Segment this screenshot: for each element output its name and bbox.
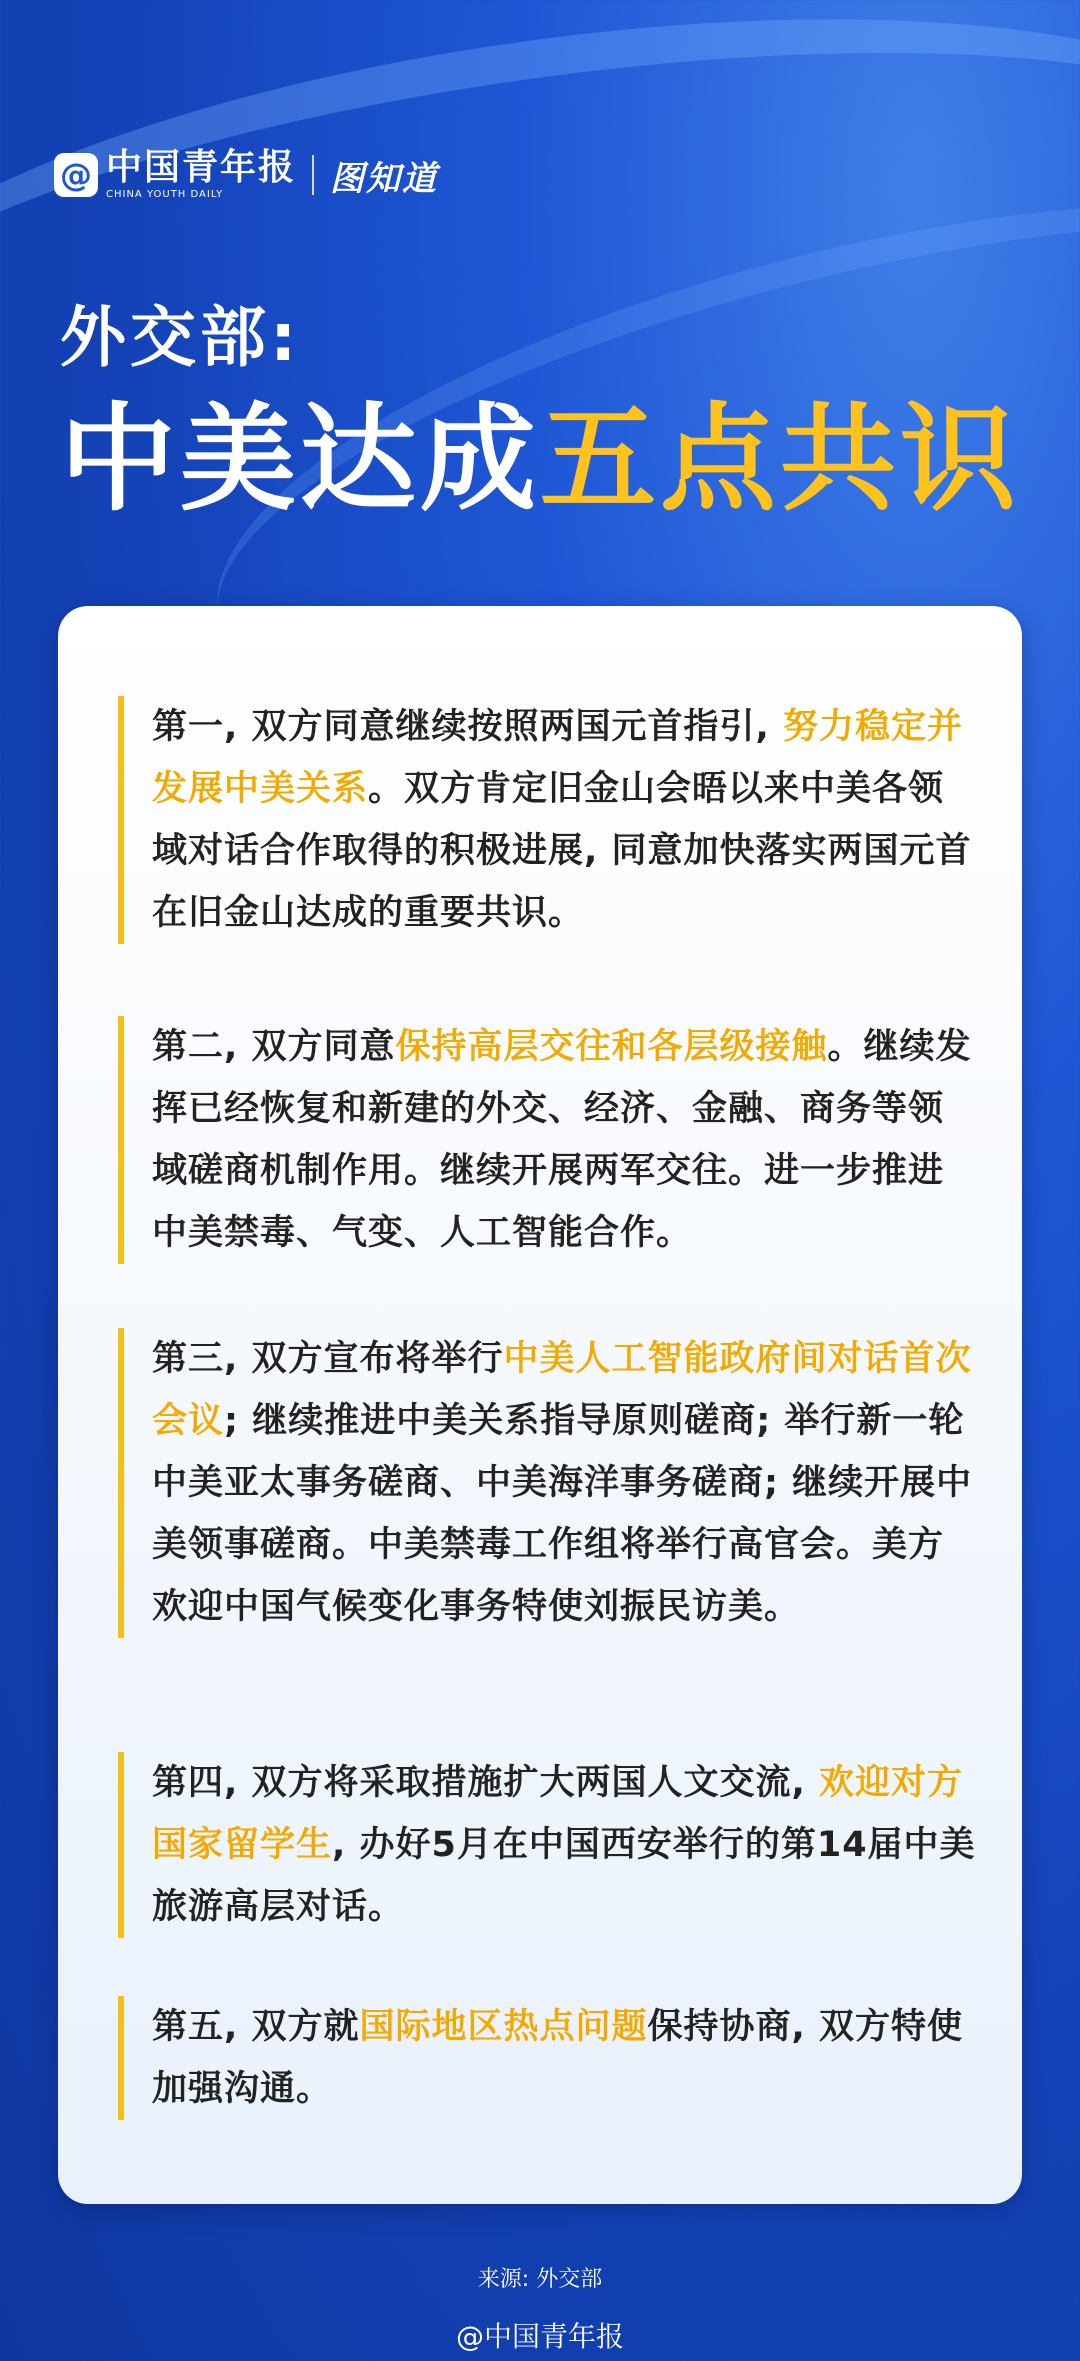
point-text: 。双方肯定旧金山会晤以来中美各领域对话合作取得的积极进展, 同意加快落实两国元首在旧金山达成的重要共识。 [152, 769, 972, 933]
point-text: 。继续发挥已经恢复和新建的外交、经济、金融、商务等领域磋商机制作用。继续开展两军交往。进一步推进中美禁毒、气变、人工智能合作。 [152, 1027, 972, 1253]
consensus-point-1 [118, 696, 978, 944]
page-title-line1: 外交部: [60, 299, 301, 376]
brand-logo-icon: @ [54, 153, 98, 197]
consensus-point-3 [118, 1328, 978, 1638]
point-text: , 办好5月在中国西安举行的第14届中美旅游高层对话。 [152, 1825, 976, 1927]
column-name: 图知道 [330, 158, 439, 199]
brand-name-cn: 中国青年报 [106, 147, 297, 188]
point-text: ; 继续推进中美关系指导原则磋商; 举行新一轮中美亚太事务磋商、中美海洋事务磋商; 继续开展中美领事磋商。中美禁毒工作组将举行高官会。美方欢迎中国气候变化事务特使刘振民访美。 [152, 1401, 973, 1627]
title-white-part: 中美达成 [60, 392, 540, 527]
point-text: 第四, 双方将采取措施扩大两国人文交流, [152, 1763, 819, 1803]
point-highlight: 欢迎对方国家留学生 [152, 1763, 963, 1865]
point-highlight: 努力稳定并发展中美关系 [152, 707, 963, 809]
point-highlight: 中美人工智能政府间对话首次会议 [152, 1339, 972, 1441]
point-text: 保持协商, 双方特使加强沟通。 [152, 2007, 963, 2109]
brand-header [54, 147, 439, 200]
consensus-point-2 [118, 1016, 978, 1264]
brand-divider [312, 155, 314, 195]
point-highlight: 国际地区热点问题 [359, 2007, 648, 2047]
page-title-line2 [60, 392, 1020, 527]
weibo-watermark: @中国青年报 [455, 2320, 624, 2353]
content-card [58, 606, 1022, 2204]
title-yellow-part: 五点共识 [540, 392, 1020, 527]
brand-name-en: CHINA YOUTH DAILY [106, 189, 224, 200]
point-text: 第二, 双方同意 [152, 1027, 396, 1067]
consensus-point-4 [118, 1752, 978, 1938]
source-note: 来源: 外交部 [477, 2267, 603, 2292]
point-text: 第三, 双方宣布将举行 [152, 1339, 504, 1379]
point-text: 第一, 双方同意继续按照两国元首指引, [152, 707, 783, 747]
point-text: 第五, 双方就 [152, 2007, 360, 2047]
consensus-point-5 [118, 1996, 978, 2120]
point-highlight: 保持高层交往和各层级接触 [395, 1027, 828, 1067]
brand-logo [106, 147, 297, 200]
